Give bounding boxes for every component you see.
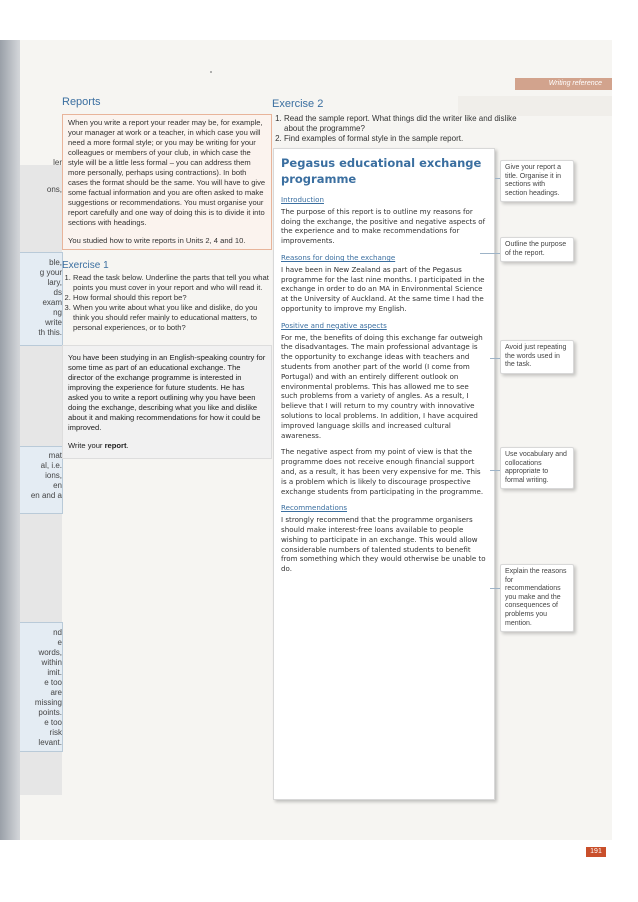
- margin-note: Avoid just repeating the words used in the task.: [500, 340, 574, 374]
- exercise-2-item: 2. Find examples of formal style in the sample report.: [284, 134, 524, 144]
- report-paragraph: I strongly recommend that the programme organisers should make interest-free loans available to people wishing to participate in an exchange. This would allow considerable numbers of talented students to benefit from something which they would otherwise be unable to do.: [281, 515, 486, 574]
- task-instruction-prefix: Write your: [68, 441, 105, 450]
- exercise-1-item: 2. How formal should this report be?: [73, 293, 272, 303]
- reports-heading: Reports: [62, 96, 101, 108]
- note-connector: [490, 470, 500, 471]
- section-heading-recommendations: Recommendations: [281, 503, 348, 513]
- note-connector: [490, 358, 500, 359]
- task-instruction-suffix: .: [126, 441, 129, 450]
- margin-note: Outline the purpose of the report.: [500, 237, 574, 262]
- stray-mark: [210, 71, 212, 73]
- reports-intro-paragraph: When you write a report your reader may be, for example, your manager at work or a teacher, in which case you will need a more formal style; or you may be writing for your colleagues or members of your club, in which case the style will be a little less formal – you can address them more personally, perhaps using contractions). In both cases the format should be the same. You will have to give some factual information and you are often asked to make suggestions or recommendations. You must organise your report carefully and one way of doing this is to divide it into sections with headings.: [68, 118, 266, 227]
- section-heading-introduction: Introduction: [281, 195, 324, 204]
- report-paragraph: For me, the benefits of doing this exchange far outweigh the disadvantages. The main professional advantage is the opportunity to exchange ideas with teachers and students from another part of the world (I come from Portugal) and with an entirely different outlook on environmental problems. This has allowed me to see such problems from a variety of angles. As a result, I believe that I will return to my country with innovative solutions to local problems. In addition, I have acquired improved language skills and increased cultural awareness.: [281, 332, 483, 440]
- sample-report-title: Pegasus educational exchange programme: [281, 156, 482, 186]
- margin-note: Give your report a title. Organise it in sections with section headings.: [500, 160, 574, 202]
- report-paragraph: I have been in New Zealand as part of the Pegasus programme for the last nine months. I participated in the exchange in order to do an MA in Environmental Science at the University of Auckland. At the same time I had the opportunity to improve my English.: [281, 264, 485, 313]
- exercise-2-title: Exercise 2: [272, 98, 324, 110]
- exercise-1-list: [62, 273, 272, 333]
- previous-page-fragment: ler: [53, 158, 62, 167]
- note-connector: [480, 253, 500, 254]
- margin-note: Explain the reasons for recommendations you make and the consequences of problems you mention.: [500, 564, 574, 632]
- reports-intro-box: [62, 114, 272, 250]
- previous-page-fragment: ons,: [46, 185, 62, 194]
- previous-page-fragment: nd e words, within imit. e too are missing points. e too risk levant.: [34, 628, 62, 747]
- exercise-1-item: 1. Read the task below. Underline the parts that tell you what points you must cover in your report and who will read it.: [73, 273, 272, 293]
- reports-intro-note: You studied how to write reports in Units 2, 4 and 10.: [68, 236, 246, 245]
- task-box: [62, 345, 272, 459]
- exercise-1-title: Exercise 1: [62, 260, 109, 271]
- section-label: Writing reference: [548, 80, 602, 87]
- task-text: You have been studying in an English-speaking country for some time as part of an educational exchange. The director of the exchange programme is interested in improving the experience for future students. He has asked you to write a report outlining why you have been doing the exchange, describing what you like and dislike about it and making recommendations for how it could be improved.: [68, 353, 266, 432]
- section-heading-reasons: Reasons for doing the exchange: [281, 252, 396, 262]
- report-paragraph: The negative aspect from my point of view is that the programme does not receive enough financial support and, as a result, it has been very expensive for me. This is a problem which is likely to discourage prospective exchange students from participating in the programme.: [281, 447, 484, 496]
- report-paragraph: The purpose of this report is to outline my reasons for doing the exchange, the positive and negative aspects of the experience and to make recommendations for improvements.: [281, 206, 486, 246]
- faint-band: [458, 96, 612, 116]
- margin-note: Use vocabulary and collocations appropriate to formal writing.: [500, 447, 574, 489]
- sample-report: [273, 148, 495, 800]
- previous-page-fragment: mat al, i.e. ions, en en and a: [30, 451, 62, 500]
- note-connector: [490, 588, 500, 589]
- left-column: [62, 96, 272, 459]
- exercise-2-item: 1. Read the sample report. What things did the writer like and dislike about the programme?: [284, 114, 524, 134]
- task-instruction-bold: report: [104, 441, 127, 450]
- exercise-2-list: [272, 114, 524, 144]
- task-instruction: [68, 441, 266, 451]
- exercise-1-item: 3. When you write about what you like and dislike, do you think you should refer mainly to educational matters, to personal experiences, or to both?: [73, 303, 272, 333]
- textbook-page: [20, 40, 612, 855]
- section-band: [515, 78, 612, 90]
- page-number: 191: [586, 847, 606, 857]
- section-heading-aspects: Positive and negative aspects: [281, 320, 387, 330]
- previous-page-fragment: ble, g your lary, ds exam ng write th this.: [38, 258, 62, 337]
